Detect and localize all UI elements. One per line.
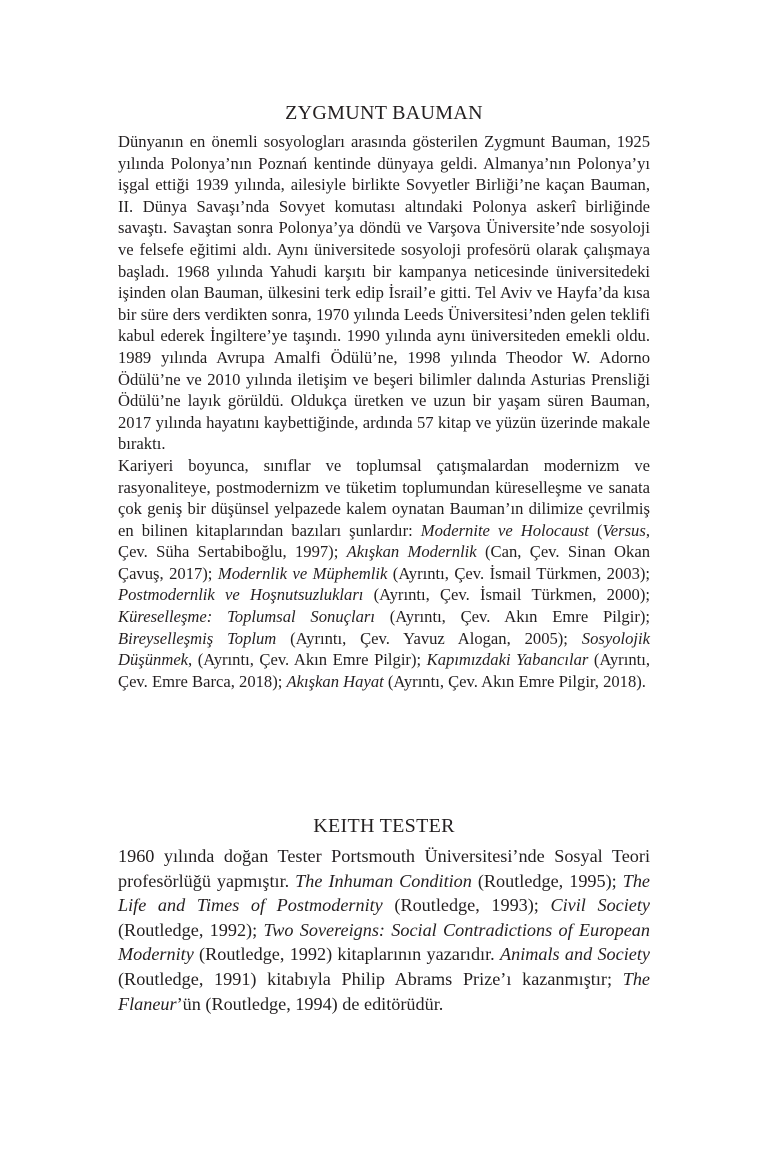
text-run: (Ayrıntı, Çev. Akın Emre Pilgir, 2018). [383,671,646,691]
book-title: Two Sovereigns: Social Contradictions of European Modernity [118,919,650,965]
text-run: , Çev. Süha Sertabiboğlu, 1997); [118,520,650,562]
text-run: (Routledge, 1995); [471,870,623,891]
book-title: Animals and Society [500,944,650,965]
bauman-works-paragraph [118,455,650,693]
book-title: The Inhuman Condition [295,870,472,891]
book-title: Sosyolojik Düşünmek [118,628,650,670]
book-title: Akışkan Hayat [286,671,384,691]
text-run: (Ayrıntı, Çev. İsmail Türkmen, 2000); [363,585,650,605]
book-title: The Flaneur [118,968,650,1014]
bauman-heading: ZYGMUNT BAUMAN [285,102,483,124]
book-title: Bireyselleşmiş Toplum [118,628,277,648]
text-run: ( [588,520,603,540]
text-run: (Routledge, 1991) kitabıyla Philip Abrams Prize’ı kazanmıştır; [118,968,623,989]
book-title: The Life and Times of Postmodernity [118,870,650,916]
text-run: , (Ayrıntı, Çev. Akın Emre Pilgir); [188,650,427,670]
book-title: Küreselleşme: Toplumsal Sonuçları [118,607,375,627]
book-title: Kapımızdaki Yabancılar [426,650,589,670]
text-run: (Routledge, 1992); [118,919,264,940]
tester-heading: KEITH TESTER [313,815,455,837]
book-title: Civil Society [550,895,651,916]
text-run: Kariyeri boyunca, sınıflar ve toplumsal çatışmalardan modernizm ve rasyonaliteye, postmodernizm ve tüketim toplumundan küreselleşme ve sanata çok geniş bir düşünsel yelpazede kalem oynatan Bauman’ın dilimize çevrilmiş en bilinen kitaplarından bazıları şunlardır: [118,455,650,540]
book-title: Postmodernlik ve Hoşnutsuzlukları [118,585,364,605]
text-run: (Routledge, 1993); [382,895,551,916]
book-title: Modernite ve Holocaust [420,520,589,540]
text-run: 1960 yılında doğan Tester Portsmouth Üniversitesi’nde Sosyal Teori profesörlüğü yapmıştır. [118,846,650,891]
book-title: Modernlik ve Müphemlik [217,563,388,583]
text-run: (Routledge, 1992) kitaplarının yazarıdır. [193,944,500,965]
book-title: Akışkan Modernlik [346,542,477,562]
text-run: (Ayrıntı, Çev. Emre Barca, 2018); [118,650,650,691]
text-run: (Ayrıntı, Çev. İsmail Türkmen, 2003); [387,563,650,583]
publisher-name: Versus [602,520,646,540]
text-run: ’ün (Routledge, 1994) de editörüdür. [176,993,444,1014]
tester-bio-paragraph [118,844,650,1016]
bauman-bio-section [118,102,650,692]
tester-bio-section [118,815,650,1016]
text-run: (Ayrıntı, Çev. Akın Emre Pilgir); [374,607,650,627]
bauman-bio-paragraph: Dünyanın en önemli sosyologları arasında gösterilen Zygmunt Bauman, 1925 yılında Polonya’nın Poznań kentinde dünyaya geldi. Almanya’nın Polonya’yı işgal ettiği 1939 yılında, ailesiyle birlikte Sovyetler Birliği’ne kaçan Bauman, II. Dünya Savaşı’nda Sovyet komutası altındaki Polonya askerî birliğinde savaştı. Savaştan sonra Polonya’ya döndü ve Varşova Üniversite’nde sosyoloji ve felsefe eğitimi aldı. Aynı üniversitede sosyoloji profesörü olarak çalışmaya başladı. 1968 yılında Yahudi karşıtı bir kampanya neticesinde üniversitedeki işinden olan Bauman, ülkesini terk edip İsrail’e gitti. Tel Aviv ve Hayfa’da kısa bir süre ders verdikten sonra, 1970 yılında Leeds Üniversitesi’nden gelen teklifi kabul ederek İngiltere’ye taşındı. 1990 yılında aynı üniversiteden emekli oldu. 1989 yılında Avrupa Amalfi Ödülü’ne, 1998 yılında Theodor W. Adorno Ödülü’ne ve 2010 yılında iletişim ve beşeri bilimler dalında Asturias Prensliği Ödülü’ne layık görüldü. Oldukça üretken ve uzun bir yaşam süren Bauman, 2017 yılında hayatını kaybettiğinde, ardında 57 kitap ve yüzün üzerinde makale bıraktı. [118,132,650,454]
text-run: (Can, Çev. Sinan Okan Çavuş, 2017); [118,542,650,583]
text-run: (Ayrıntı, Çev. Yavuz Alogan, 2005); [276,628,582,648]
